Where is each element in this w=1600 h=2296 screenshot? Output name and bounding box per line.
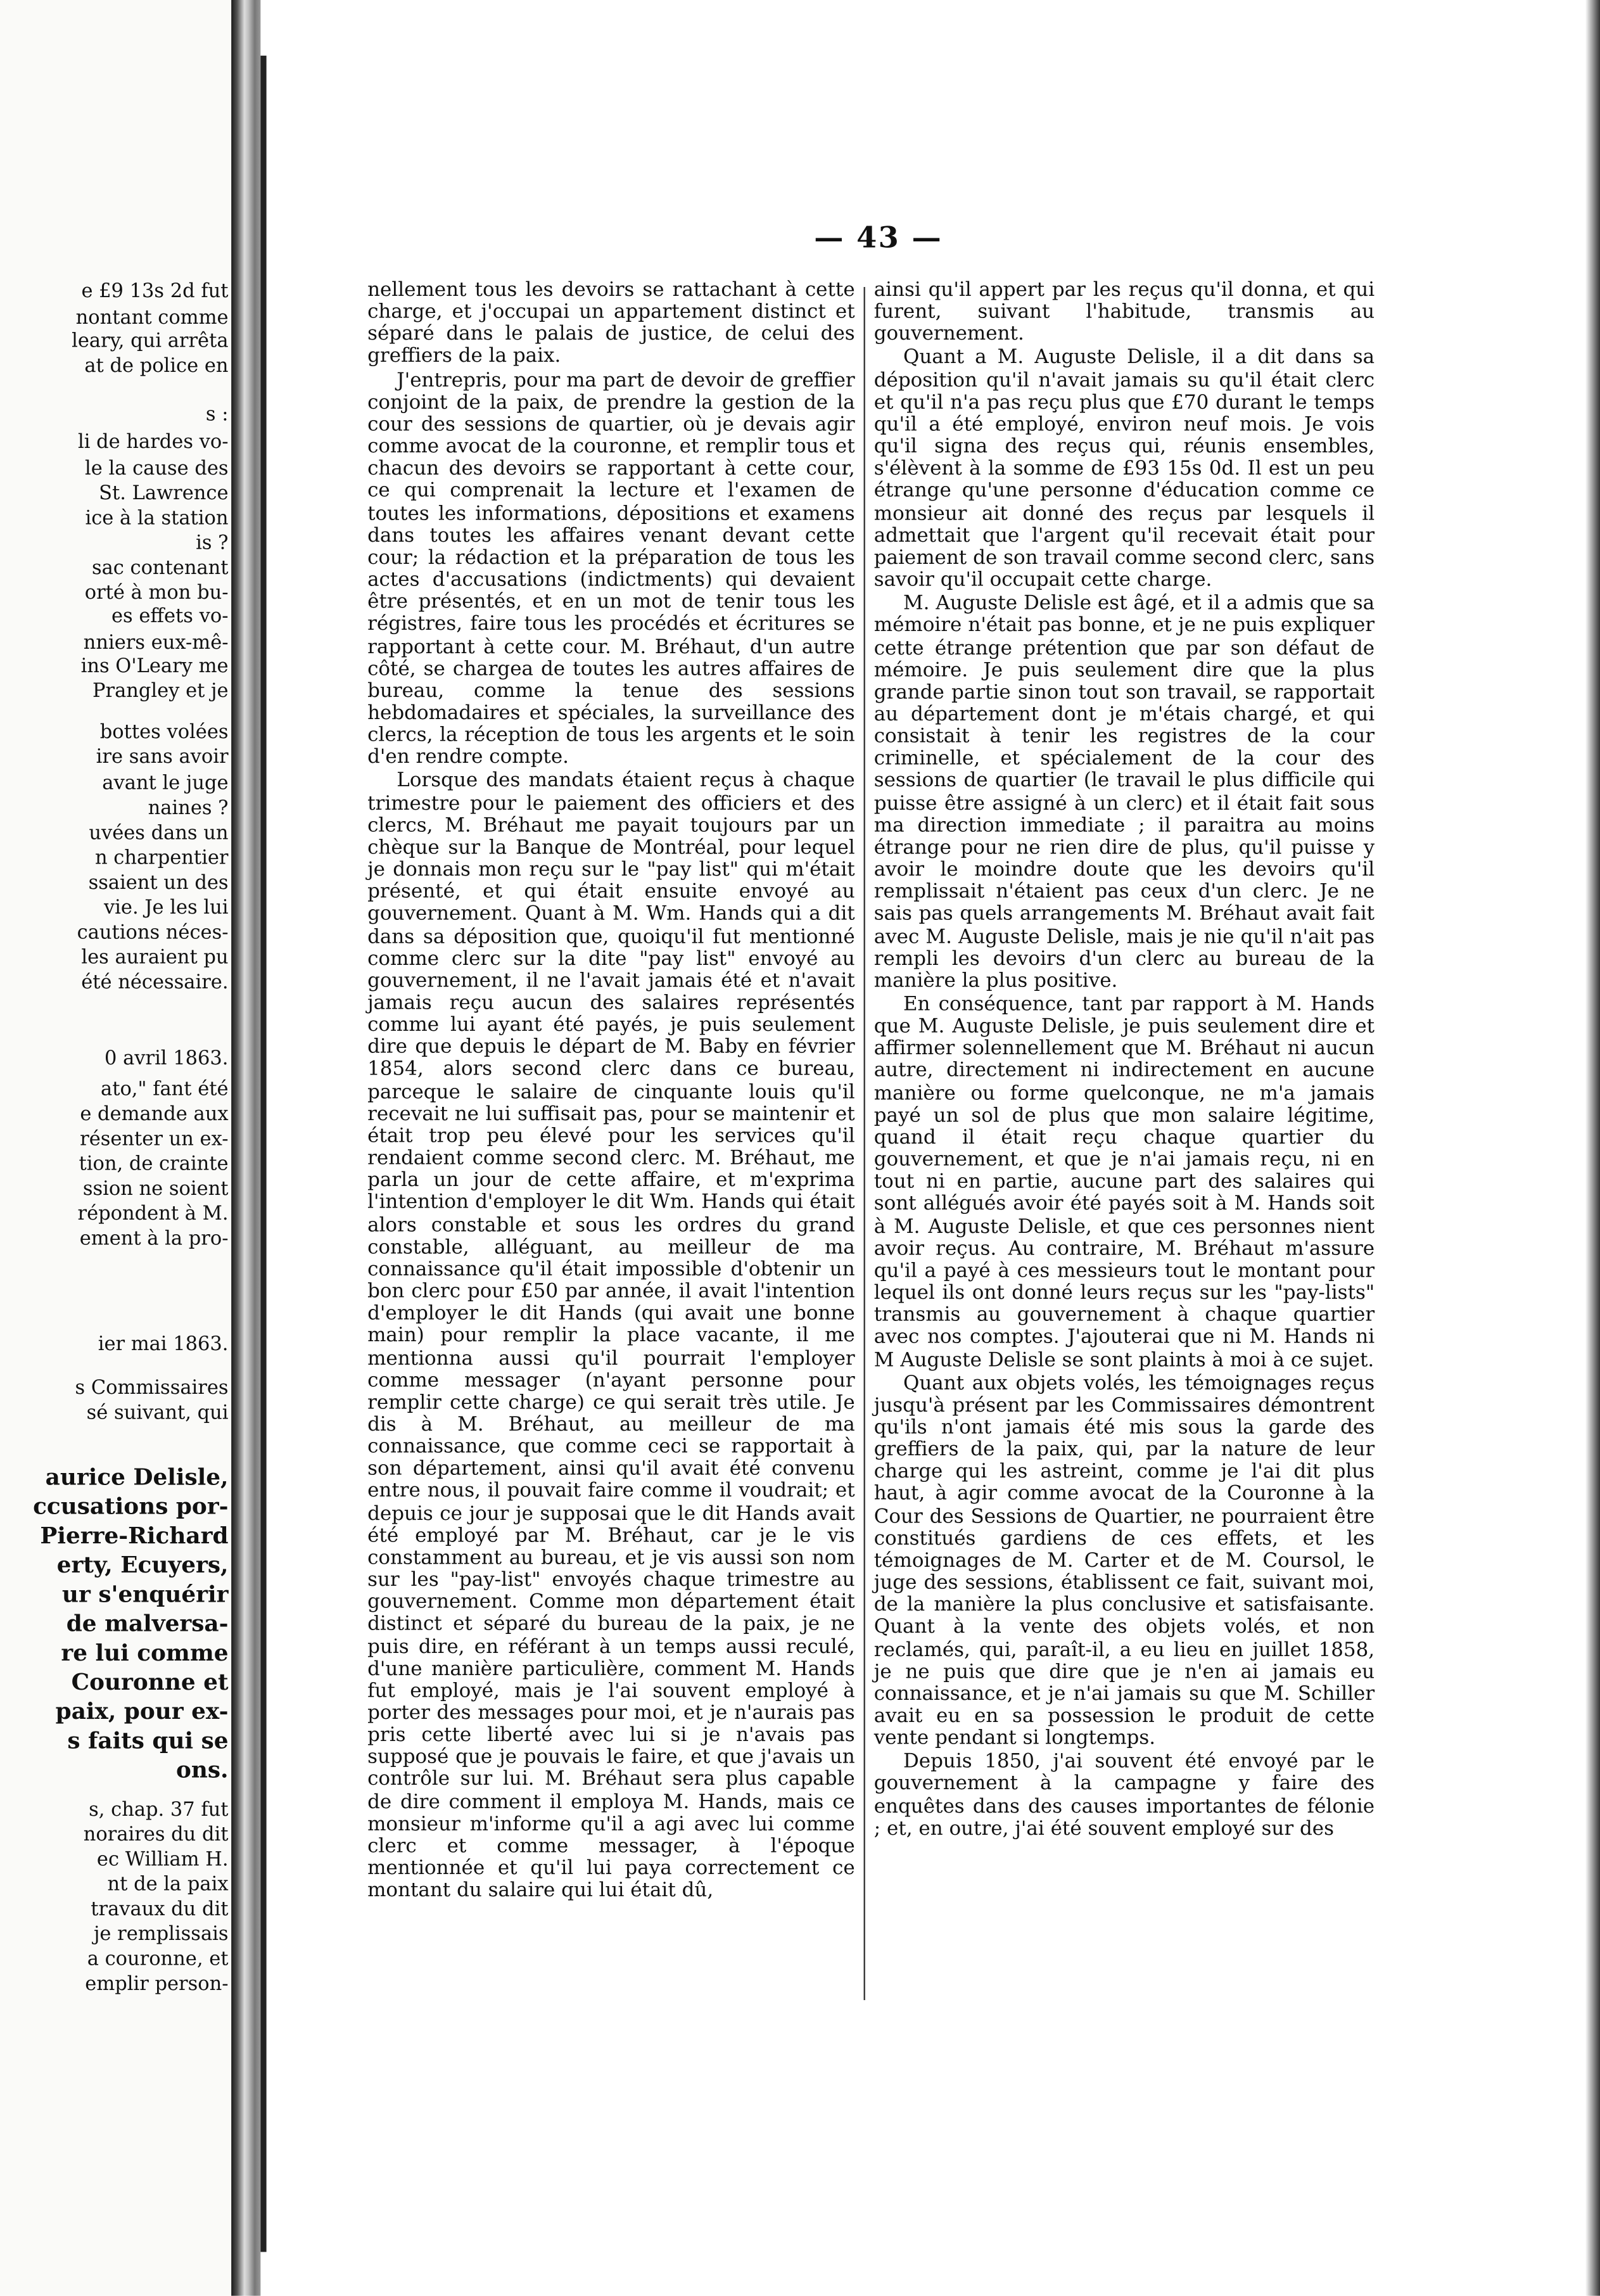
- facing-page-line: at de police en: [84, 355, 229, 378]
- facing-page-line: ons.: [175, 1756, 229, 1783]
- facing-page-line: leary, qui arrêta: [72, 331, 229, 353]
- facing-page-line: s :: [205, 404, 229, 426]
- facing-page-line: ssion ne soient: [82, 1178, 229, 1201]
- facing-page-line: ier mai 1863.: [98, 1334, 229, 1356]
- facing-page-line: e demande aux: [80, 1104, 229, 1126]
- page-edge-line: [260, 56, 266, 2252]
- facing-page-line: avant le juge: [102, 773, 229, 795]
- facing-page-line: s Commissaires: [75, 1377, 229, 1400]
- paragraph: Quant a M. Auguste Delisle, il a dit dans sa déposition qu'il n'avait jamais su qu'il était clerc et qu'il n'a pas reçu plus que £70 durant le temps qu'il a été employé, environ neuf mois. Je vois qu'il signa des reçus qui, réunis ensembles, s'élèvent à la somme de £93 15s 0d. Il est un peu étrange qu'une personne d'éducation comme ce monsieur ait donné des reçus par lesquels il admettait que l'argent qu'il recevait était pour paiement de son travail comme second clerc, sans savoir qu'il occupait cette charge.: [873, 347, 1375, 592]
- facing-page-line: paix, pour ex-: [55, 1697, 229, 1725]
- facing-page-line: cautions néces-: [77, 922, 229, 945]
- facing-page-line: uvées dans un: [89, 822, 229, 845]
- facing-page-line: Prangley et je: [92, 680, 229, 703]
- paragraph: Lorsque des mandats étaient reçus à chaque trimestre pour le paiement des officiers et des clercs, M. Bréhaut me payait toujours par un chèque sur la Banque de Montréal, pour lequel je donnais mon reçu sur le "pay list" qui m'était présenté, et qui était ensuite envoyé au gouvernement. Quant à M. Wm. Hands qui a dit dans sa déposition que, quoiqu'il fut mentionné comme clerc sur la dite "pay list" envoyé au gouvernement, il ne l'avait jamais été et n'avait jamais reçu aucun des salaires représentés comme lui ayant été payés, je puis seulement dire que depuis le départ de M. Baby en février 1854, alors second clerc dans ce bureau, parceque le salaire de cinquante louis qu'il recevait ne lui suffisait pas, pour se maintenir et était trop peu élevé pour les services qu'il rendaient comme second clerc. M. Bréhaut, me parla un jour de cette affaire, et m'exprima l'intention d'employer le dit Wm. Hands qui était alors constable et sous les ordres du grand constable, alléguant, au meilleur de ma connaissance qu'il était impossible d'obtenir un bon clerc pour £50 par année, il avait l'intention d'employer le dit Hands (qui avait une bonne main) pour remplir la place vacante, il me mentionna aussi qu'il pourrait l'employer comme messager (n'ayant personne pour remplir cette charge) ce qui serait très utile. Je dis à M. Bréhaut, au meilleur de ma connaissance, que comme ceci se rapportait à son département, ainsi qu'il avait été convenu entre nous, il pouvait faire comme il voudrait; et depuis ce jour je supposai que le dit Hands avait été employé par M. Bréhaut, car je le vis constamment au bureau, et je vis aussi son nom sur les "pay-list" envoyés chaque trimestre au gouvernement. Comme mon département était distinct et séparé du bureau de la paix, je ne puis dire, en référant à un temps aussi reculé, d'une manière particulière, comment M. Hands fut employé, mais je l'ai souvent employé à porter des messages pour moi, et je n'aurais pas pris cette liberté avec lui si je n'avais pas supposé que je pouvais le faire, et que j'avais un contrôle sur lui. M. Bréhaut sera plus capable de dire comment il employa M. Hands, mais ce monsieur m'informe qu'il a agi avec lui comme clerc et comme messager, à l'époque mentionnée et qu'il lui paya correctement ce montant du salaire qui lui était dû,: [367, 770, 855, 1903]
- facing-page-line: ato," fant été: [101, 1079, 229, 1101]
- facing-page-line: orté à mon bu-: [84, 582, 229, 605]
- facing-page-line: a couronne, et: [87, 1949, 229, 1971]
- facing-page-line: je remplissais: [93, 1923, 229, 1946]
- facing-page-line: résenter un ex-: [80, 1128, 229, 1151]
- right-text-column: [874, 279, 1375, 1840]
- facing-page-line: le la cause des: [85, 458, 229, 481]
- facing-page-line: n charpentier: [94, 848, 229, 870]
- facing-page-line: tion, de crainte: [79, 1154, 229, 1176]
- facing-page-line: de malversa-: [66, 1609, 229, 1637]
- paragraph: J'entrepris, pour ma part de devoir de greffier conjoint de la paix, de prendre la gestion de la cour des sessions de quartier, où je devais agir comme avocat de la couronne, et remplir tous et chacun des devoirs se rapportant à cette cour, ce qui comprenait la lecture et l'examen de toutes les informations, dépositions et examens dans toutes les affaires venant devant cette cour; la rédaction et la préparation de tous les actes d'accusations (indictments) qui devaient être présentés, et en un mot de tenir tous les régistres, faire tous les procédés et écritures se rapportant à cette cour. M. Bréhaut, d'un autre côté, se chargea de toutes les autres affaires de bureau, comme la tenue des sessions hebdomadaires et spéciales, la surveillance des clercs, la réception de tous les argents et le soin d'en rendre compte.: [367, 369, 855, 769]
- facing-page-line: répondent à M.: [77, 1203, 229, 1226]
- page-number: — 43 —: [814, 219, 943, 255]
- facing-page-line: Couronne et: [71, 1668, 229, 1696]
- column-divider: [864, 287, 865, 2000]
- facing-page-line: emplir person-: [85, 1974, 229, 1996]
- facing-page-line: sac contenant: [91, 558, 229, 580]
- facing-page-line: St. Lawrence: [99, 483, 229, 506]
- paragraph: Quant aux objets volés, les témoignages reçus jusqu'à présent par les Commissaires démontrent qu'ils n'ont jamais été mis sous la garde des greffiers de la paix, qui, par la nature de leur charge qui les astreint, comme je l'ai dit plus haut, à agir comme avocat de la Couronne à la Cour des Sessions de Quartier, ne pourraient être constitués gardiens de ces effets, et les témoignages de M. Carter et de M. Coursol, le juge des sessions, établissent ce fait, suivant moi, de la manière la plus conclusive et satisfaisante. Quant à la vente des objets volés, et non reclamés, qui, paraît-il, a eu lieu en juillet 1858, je ne puis que dire que je n'en ai jamais eu connaissance, et je n'ai jamais su que M. Schiller avait eu en sa possession le produit de cette vente pendant si longtemps.: [873, 1373, 1375, 1751]
- paragraph: ainsi qu'il appert par les reçus qu'il donna, et qui furent, suivant l'habitude, transmis au gouvernement.: [873, 279, 1375, 347]
- facing-page-line: e £9 13s 2d fut: [81, 281, 229, 303]
- facing-page-line: ec William H.: [96, 1849, 229, 1872]
- facing-page-line: été nécessaire.: [81, 972, 229, 995]
- facing-page-line: es effets vo-: [111, 606, 229, 628]
- facing-page-line: les auraient pu: [81, 947, 229, 969]
- facing-page-line: re lui comme: [61, 1638, 229, 1667]
- facing-page-line: aurice Delisle,: [45, 1462, 229, 1491]
- facing-page-line: ccusations por-: [33, 1492, 229, 1520]
- facing-page-line: li de hardes vo-: [77, 431, 229, 454]
- book-gutter: [231, 0, 260, 2296]
- facing-page-strip: [0, 0, 231, 2296]
- paragraph: nellement tous les devoirs se rattachant à cette charge, et j'occupai un appartement distinct et séparé dans le palais de justice, de celui des greffiers de la paix.: [367, 279, 855, 369]
- facing-page-line: is ?: [196, 533, 229, 555]
- left-text-column: [367, 279, 855, 1903]
- facing-page-line: ssaient un des: [88, 872, 229, 895]
- facing-page-line: 0 avril 1863.: [105, 1048, 229, 1071]
- facing-page-line: ement à la pro-: [79, 1228, 229, 1251]
- facing-page-line: naines ?: [148, 798, 229, 820]
- facing-page-line: nontant comme: [75, 307, 229, 329]
- facing-page-line: ire sans avoir: [96, 746, 229, 769]
- paragraph: En conséquence, tant par rapport à M. Hands que M. Auguste Delisle, je puis seulement dire et affirmer solennellement que M. Bréhaut ni aucun autre, directement ni indirectement en aucune manière ou forme quelconque, ne m'a jamais payé un sol de plus que mon salaire légitime, quand il était reçu chaque quartier du gouvernement, et que je n'ai jamais reçu, ni en tout ni en partie, aucune part des salaires qui sont allégués avoir été payés soit à M. Hands soit à M. Auguste Delisle, et que ces personnes nient avoir reçus. Au contraire, M. Bréhaut m'assure qu'il a payé à ces messieurs tout le montant pour lequel ils ont donné leurs reçus sur les "pay-lists" transmis au gouvernement à chaque quartier avec nos comptes. J'ajouterai que ni M. Hands ni M Auguste Delisle se sont plaints à moi à ce sujet.: [873, 994, 1375, 1372]
- facing-page-line: Pierre-Richard: [40, 1521, 229, 1550]
- paragraph: Depuis 1850, j'ai souvent été envoyé par le gouvernement à la campagne y faire des enquêtes dans des causes importantes de félonie ; et, en outre, j'ai été souvent employé sur des: [873, 1751, 1375, 1840]
- facing-page-line: nt de la paix: [107, 1874, 229, 1896]
- facing-page-line: ur s'enquérir: [61, 1579, 229, 1608]
- facing-page-line: erty, Ecuyers,: [56, 1550, 229, 1579]
- facing-page-line: noraires du dit: [83, 1824, 229, 1847]
- facing-page-line: travaux du dit: [91, 1899, 229, 1922]
- right-page-edge: [1585, 0, 1600, 2296]
- paragraph: M. Auguste Delisle est âgé, et il a admis que sa mémoire n'était pas bonne, et je ne puis expliquer cette étrange prétention que par son défaut de mémoire. Je puis seulement dire que la plus grande partie sinon tout son travail, se rapportait au département dont je m'étais chargé, et qui consistait à tenir les registres de la cour criminelle, et spécialement de la cour des sessions de quartier (le travail le plus difficile qui puisse être assigné à un clerc) et il était fait sous ma direction immediate ; il paraitra au moins étrange pour ne rien dire de plus, qu'il puisse y avoir le moindre doute que les devoirs qu'il remplissait n'étaient pas ceux d'un clerc. Je ne sais pas quels arrangements M. Bréhaut avait fait avec M. Auguste Delisle, mais je nie qu'il n'ait pas rempli les devoirs d'un clerc au bureau de la manière la plus positive.: [873, 593, 1375, 993]
- facing-page-line: ins O'Leary me: [80, 656, 229, 679]
- facing-page-line: vie. Je les lui: [103, 897, 229, 920]
- facing-page-line: bottes volées: [99, 722, 229, 744]
- facing-page-line: sé suivant, qui: [86, 1403, 229, 1425]
- facing-page-line: nniers eux-mê-: [83, 632, 229, 655]
- facing-page-line: s, chap. 37 fut: [89, 1799, 229, 1822]
- facing-page-line: ice à la station: [85, 507, 229, 530]
- facing-page-line: s faits qui se: [67, 1726, 229, 1754]
